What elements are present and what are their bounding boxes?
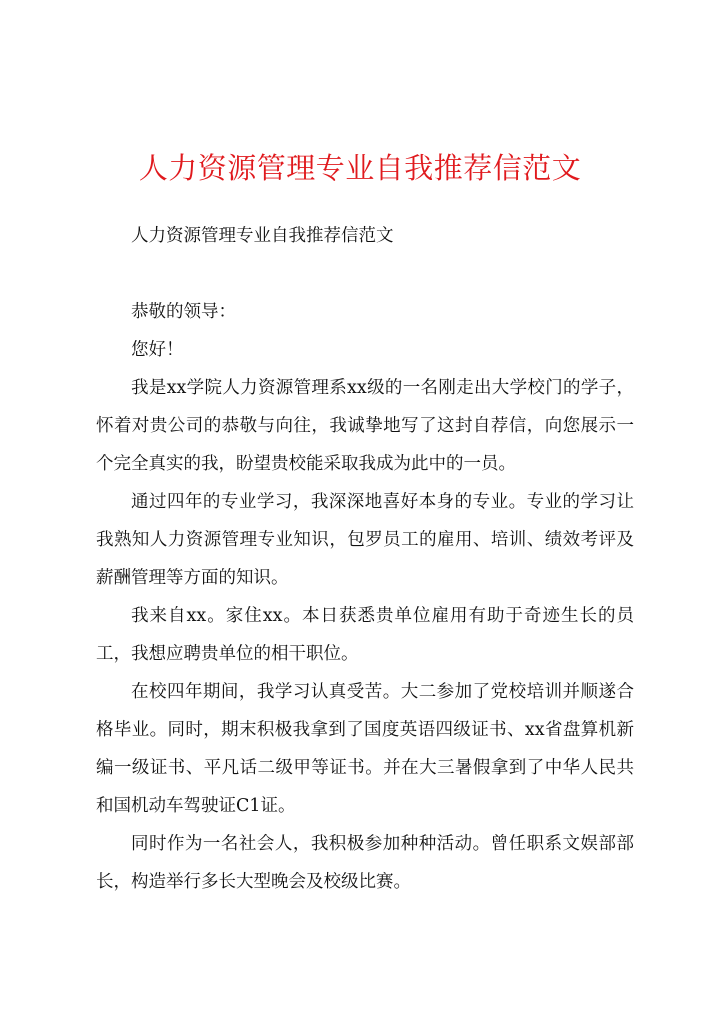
paragraph-activities: 同时作为一名社会人，我积极参加种种活动。曾任职系文娱部部长，构造举行多长大型晚会及校级比赛。 (96, 834, 634, 892)
paragraph-origin: 我来自xx。家住xx。本日获悉贵单位雇用有助于奇迹生长的员工，我想应聘贵单位的相干职位。 (96, 606, 634, 664)
paragraph-study: 通过四年的专业学习，我深深地喜好本身的专业。专业的学习让我熟知人力资源管理专业知识，包罗员工的雇用、培训、绩效考评及薪酬管理等方面的知识。 (96, 492, 634, 588)
document-subtitle: 人力资源管理专业自我推荐信范文 (131, 226, 394, 246)
document-body (96, 217, 634, 901)
greeting: 您好！ (131, 340, 184, 360)
salutation: 恭敬的领导： (131, 302, 236, 322)
paragraph-introduction: 我是xx学院人力资源管理系xx级的一名刚走出大学校门的学子，怀着对贵公司的恭敬与向往，我诚挚地写了这封自荐信，向您展示一个完全真实的我，盼望贵校能采取我成为此中的一员。 (96, 378, 634, 474)
paragraph-certificates: 在校四年期间，我学习认真受苦。大二参加了党校培训并顺遂合格毕业。同时，期末积极我拿到了国度英语四级证书、xx省盘算机新编一级证书、平凡话二级甲等证书。并在大三暑假拿到了中华人民共和国机动车驾驶证C1证。 (96, 682, 634, 816)
document-title: 人力资源管理专业自我推荐信范文 (138, 151, 582, 185)
